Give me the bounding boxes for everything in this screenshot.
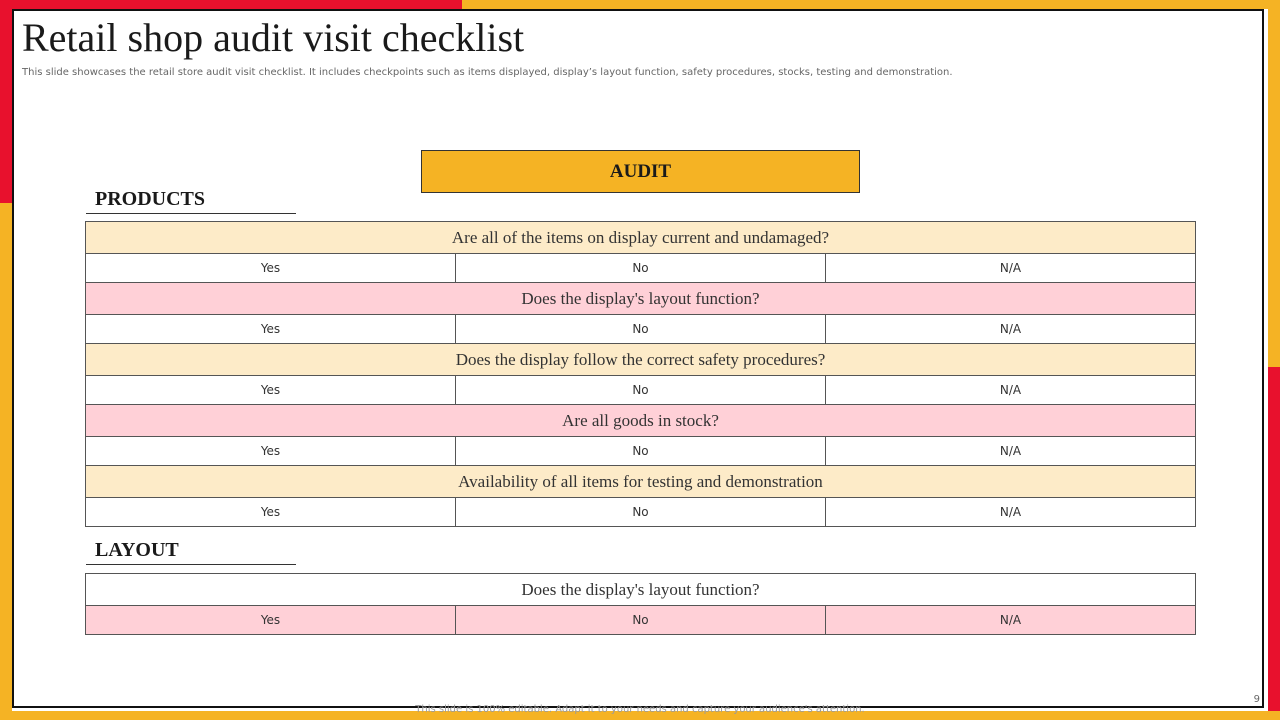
answer-yes-cell[interactable]: Yes [86, 315, 456, 344]
question-row [86, 466, 1196, 498]
answer-row [86, 376, 1196, 405]
question-cell: Does the display follow the correct safety procedures? [86, 344, 1196, 376]
answer-row [86, 315, 1196, 344]
question-cell: Availability of all items for testing and demonstration [86, 466, 1196, 498]
layout-checklist-table [85, 573, 1196, 635]
answer-no-cell[interactable]: No [456, 437, 826, 466]
answer-no-cell[interactable]: No [456, 606, 826, 635]
question-cell: Does the display's layout function? [86, 283, 1196, 315]
frame-top-red-bar [0, 0, 462, 9]
page-number: 9 [1253, 694, 1260, 705]
answer-na-cell[interactable]: N/A [826, 376, 1196, 405]
answer-row [86, 606, 1196, 635]
slide-subtitle: This slide showcases the retail store audit visit checklist. It includes checkpoints such as items displayed, display’s layout function, safety procedures, stocks, testing and demonstration. [22, 67, 953, 78]
frame-left-red-bar [0, 0, 12, 203]
answer-row [86, 498, 1196, 527]
question-row [86, 405, 1196, 437]
answer-yes-cell[interactable]: Yes [86, 254, 456, 283]
products-checklist-table [85, 221, 1196, 527]
products-section-label: PRODUCTS [86, 186, 296, 214]
answer-yes-cell[interactable]: Yes [86, 437, 456, 466]
question-row [86, 574, 1196, 606]
answer-na-cell[interactable]: N/A [826, 498, 1196, 527]
audit-header: AUDIT [421, 150, 860, 193]
question-cell: Are all goods in stock? [86, 405, 1196, 437]
frame-left-gold-bar [0, 203, 12, 720]
question-row [86, 283, 1196, 315]
frame-right-gold-bar [1268, 0, 1280, 367]
answer-no-cell[interactable]: No [456, 498, 826, 527]
answer-no-cell[interactable]: No [456, 376, 826, 405]
frame-right-red-bar [1268, 367, 1280, 720]
question-cell: Does the display's layout function? [86, 574, 1196, 606]
answer-yes-cell[interactable]: Yes [86, 498, 456, 527]
slide-title: Retail shop audit visit checklist [22, 15, 525, 60]
answer-yes-cell[interactable]: Yes [86, 606, 456, 635]
layout-section-label: LAYOUT [86, 537, 296, 565]
answer-na-cell[interactable]: N/A [826, 437, 1196, 466]
frame-top-gold-bar [462, 0, 1280, 9]
question-row [86, 344, 1196, 376]
answer-na-cell[interactable]: N/A [826, 315, 1196, 344]
answer-na-cell[interactable]: N/A [826, 606, 1196, 635]
answer-yes-cell[interactable]: Yes [86, 376, 456, 405]
answer-no-cell[interactable]: No [456, 254, 826, 283]
answer-na-cell[interactable]: N/A [826, 254, 1196, 283]
answer-no-cell[interactable]: No [456, 315, 826, 344]
answer-row [86, 437, 1196, 466]
question-cell: Are all of the items on display current and undamaged? [86, 222, 1196, 254]
question-row [86, 222, 1196, 254]
answer-row [86, 254, 1196, 283]
footer-note: This slide is 100% editable. Adapt it to your needs and capture your audience's attention. [415, 704, 865, 715]
